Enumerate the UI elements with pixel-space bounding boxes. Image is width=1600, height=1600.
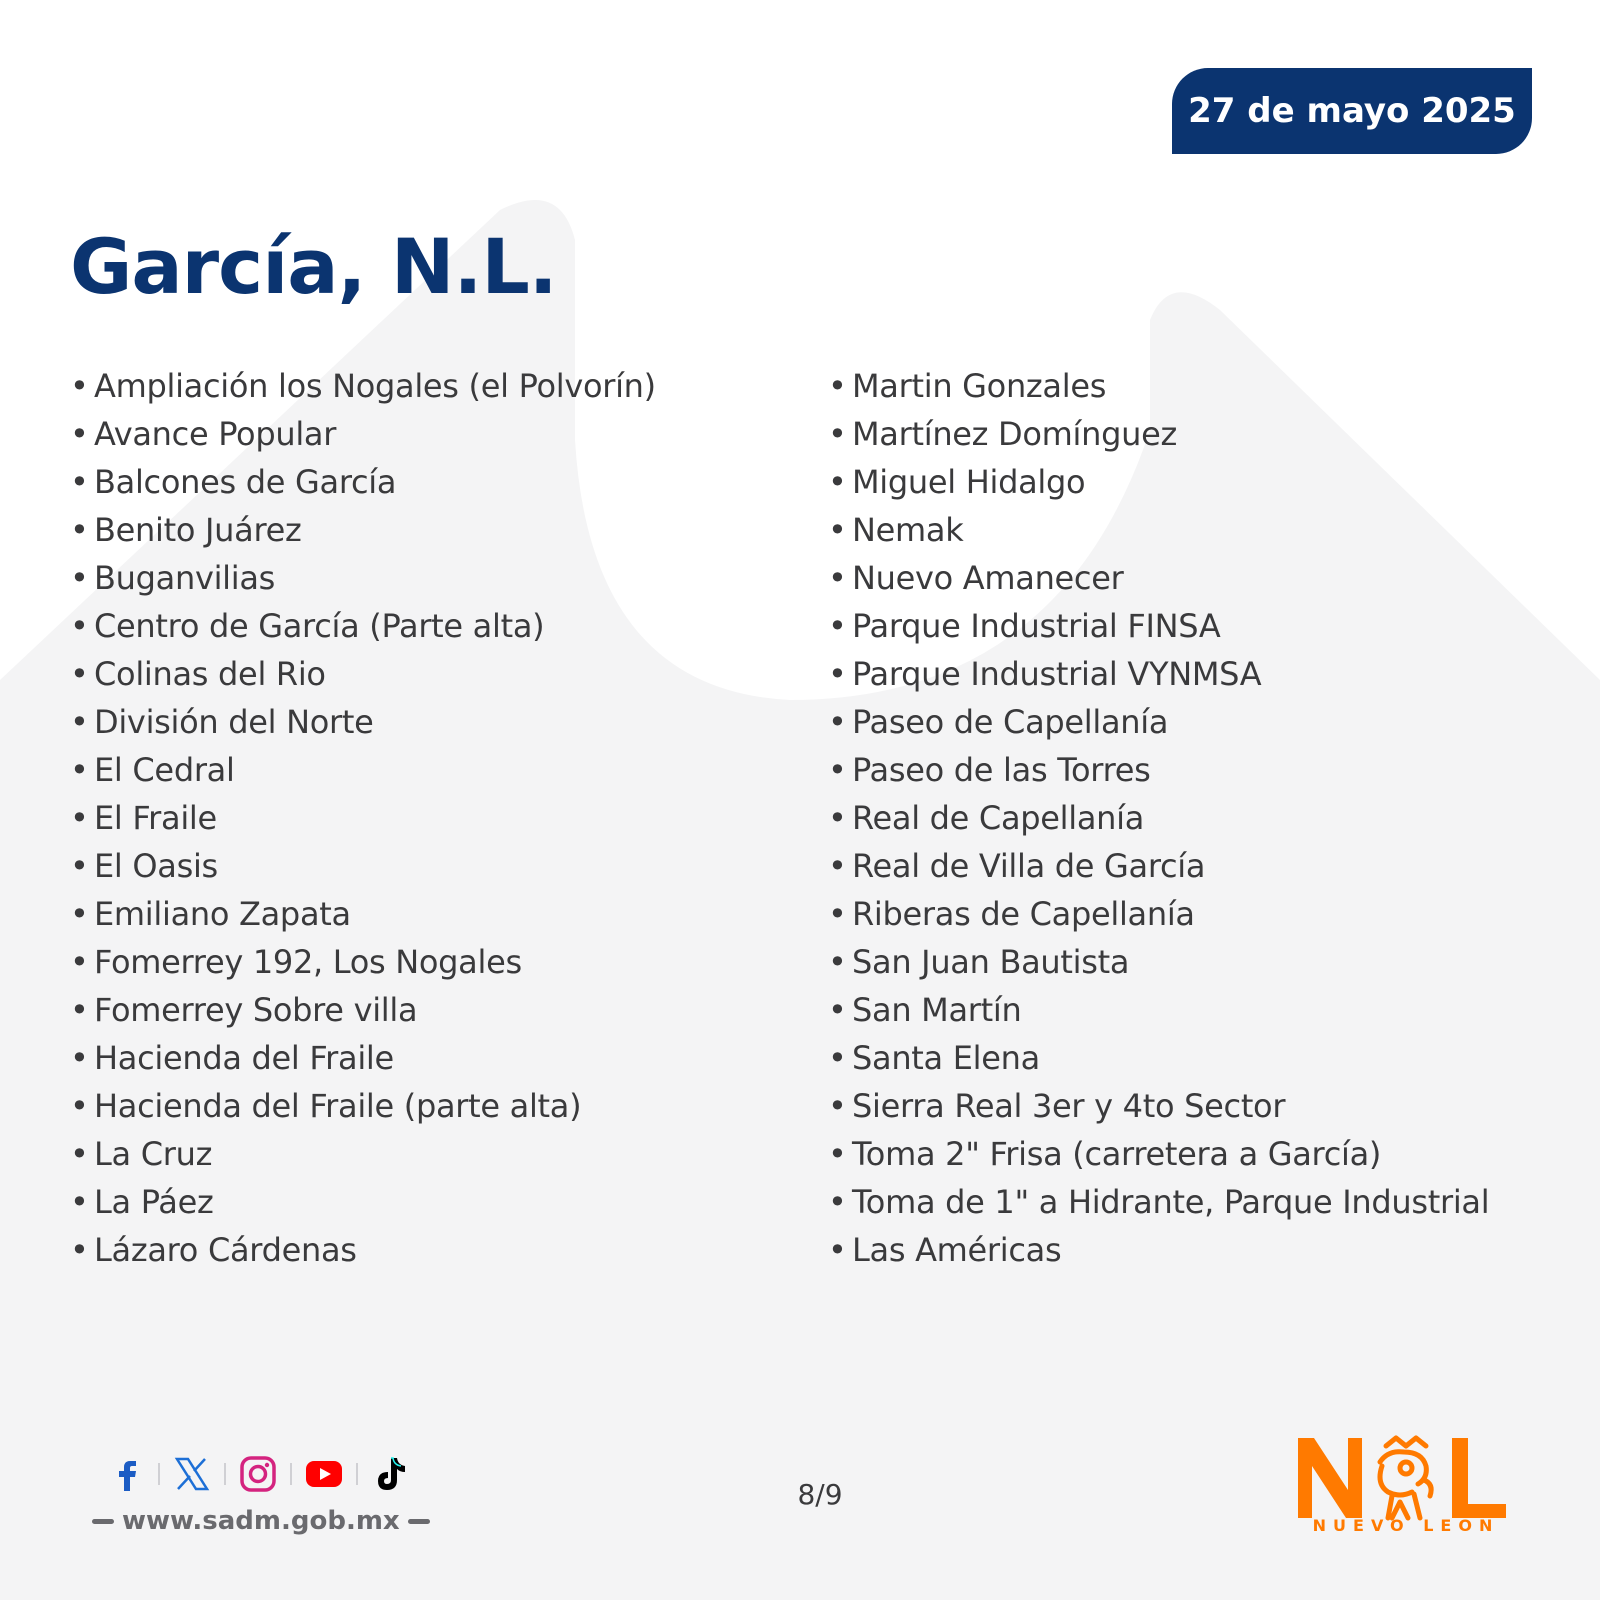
bullet: • <box>828 607 847 645</box>
separator <box>290 1463 292 1485</box>
list-item-text: Centro de García (Parte alta) <box>94 607 545 645</box>
bullet: • <box>70 847 89 885</box>
list-item-text: Toma 2" Frisa (carretera a García) <box>852 1135 1382 1173</box>
list-item-text: Avance Popular <box>94 415 337 453</box>
list-item <box>828 458 1489 506</box>
bullet: • <box>828 463 847 501</box>
list-item-text: Fomerrey 192, Los Nogales <box>94 943 522 981</box>
list-item-text: El Cedral <box>94 751 235 789</box>
list-item-text: División del Norte <box>94 703 374 741</box>
bullet: • <box>828 991 847 1029</box>
bullet: • <box>70 943 89 981</box>
separator <box>158 1463 160 1485</box>
bullet: • <box>70 895 89 933</box>
list-item-text: Benito Juárez <box>94 511 302 549</box>
bullet: • <box>70 1135 89 1173</box>
list-item <box>70 554 656 602</box>
list-item <box>828 602 1489 650</box>
list-item <box>828 794 1489 842</box>
bullet: • <box>70 1087 89 1125</box>
tiktok-icon[interactable] <box>370 1454 410 1494</box>
separator <box>224 1463 226 1485</box>
website-link[interactable] <box>84 1506 438 1536</box>
list-item <box>828 506 1489 554</box>
list-item <box>70 1034 656 1082</box>
bullet: • <box>828 703 847 741</box>
list-item-text: Parque Industrial FINSA <box>852 607 1221 645</box>
list-item <box>70 602 656 650</box>
list-item-text: La Páez <box>94 1183 214 1221</box>
list-item <box>70 362 656 410</box>
dash-decoration <box>408 1519 430 1524</box>
list-item <box>828 554 1489 602</box>
bullet: • <box>70 559 89 597</box>
bullet: • <box>828 1135 847 1173</box>
bullet: • <box>70 415 89 453</box>
list-item <box>70 698 656 746</box>
list-item <box>70 650 656 698</box>
list-item-text: Buganvilias <box>94 559 276 597</box>
bullet: • <box>70 799 89 837</box>
dash-decoration <box>92 1519 114 1524</box>
bullet: • <box>70 655 89 693</box>
list-item-text: Las Américas <box>852 1231 1062 1269</box>
list-item-text: Real de Villa de García <box>852 847 1206 885</box>
list-item <box>828 1082 1489 1130</box>
page-counter: 8/9 <box>797 1478 843 1511</box>
website-text: www.sadm.gob.mx <box>122 1506 400 1536</box>
list-item-text: Colinas del Rio <box>94 655 326 693</box>
page-title: García, N.L. <box>70 222 557 311</box>
bullet: • <box>828 511 847 549</box>
list-item <box>828 842 1489 890</box>
bullet: • <box>70 511 89 549</box>
bullet: • <box>70 1039 89 1077</box>
list-item <box>828 746 1489 794</box>
list-item <box>828 986 1489 1034</box>
bullet: • <box>828 1231 847 1269</box>
list-item <box>828 1130 1489 1178</box>
list-item <box>70 1130 656 1178</box>
bullet: • <box>70 367 89 405</box>
facebook-icon[interactable] <box>106 1454 146 1494</box>
list-item <box>828 362 1489 410</box>
list-item <box>70 938 656 986</box>
list-item <box>828 650 1489 698</box>
list-item-text: San Juan Bautista <box>852 943 1130 981</box>
list-item-text: Hacienda del Fraile <box>94 1039 394 1077</box>
list-item-text: Emiliano Zapata <box>94 895 351 933</box>
list-item-text: La Cruz <box>94 1135 213 1173</box>
bullet: • <box>70 703 89 741</box>
list-item-text: Riberas de Capellanía <box>852 895 1195 933</box>
list-item-text: El Fraile <box>94 799 217 837</box>
youtube-icon[interactable] <box>304 1454 344 1494</box>
list-item <box>828 698 1489 746</box>
bullet: • <box>828 1183 847 1221</box>
bullet: • <box>828 751 847 789</box>
list-item <box>828 938 1489 986</box>
list-item <box>828 1034 1489 1082</box>
list-item-text: Paseo de las Torres <box>852 751 1151 789</box>
x-icon[interactable] <box>172 1454 212 1494</box>
list-item <box>70 506 656 554</box>
date-badge: 27 de mayo 2025 <box>1172 68 1532 154</box>
list-item <box>70 890 656 938</box>
list-item-text: Miguel Hidalgo <box>852 463 1086 501</box>
bullet: • <box>828 655 847 693</box>
list-item <box>70 458 656 506</box>
bullet: • <box>828 847 847 885</box>
list-item <box>70 1178 656 1226</box>
list-item <box>70 1082 656 1130</box>
list-item <box>828 1226 1489 1274</box>
list-item <box>828 890 1489 938</box>
bullet: • <box>70 1231 89 1269</box>
bullet: • <box>70 751 89 789</box>
neighborhood-list-right <box>828 362 1489 1274</box>
list-item <box>828 410 1489 458</box>
bullet: • <box>70 607 89 645</box>
list-item <box>70 1226 656 1274</box>
list-item-text: Parque Industrial VYNMSA <box>852 655 1262 693</box>
list-item <box>70 410 656 458</box>
separator <box>356 1463 358 1485</box>
list-item <box>70 986 656 1034</box>
list-item <box>70 842 656 890</box>
bullet: • <box>828 367 847 405</box>
list-item-text: El Oasis <box>94 847 218 885</box>
bullet: • <box>828 1039 847 1077</box>
bullet: • <box>828 1087 847 1125</box>
list-item-text: Paseo de Capellanía <box>852 703 1169 741</box>
list-item <box>70 794 656 842</box>
bullet: • <box>70 463 89 501</box>
list-item-text: Nuevo Amanecer <box>852 559 1124 597</box>
list-item-text: Sierra Real 3er y 4to Sector <box>852 1087 1286 1125</box>
list-item-text: Martínez Domínguez <box>852 415 1177 453</box>
list-item-text: Martin Gonzales <box>852 367 1107 405</box>
bullet: • <box>828 895 847 933</box>
logo-caption: NUEVO LEÓN <box>1312 1516 1500 1535</box>
list-item-text: Balcones de García <box>94 463 397 501</box>
bullet: • <box>828 943 847 981</box>
instagram-icon[interactable] <box>238 1454 278 1494</box>
list-item <box>828 1178 1489 1226</box>
list-item-text: Real de Capellanía <box>852 799 1145 837</box>
list-item-text: Fomerrey Sobre villa <box>94 991 418 1029</box>
neighborhood-list-left <box>70 362 656 1274</box>
bullet: • <box>828 559 847 597</box>
list-item-text: Santa Elena <box>852 1039 1040 1077</box>
bullet: • <box>828 799 847 837</box>
social-links <box>106 1452 410 1496</box>
bullet: • <box>70 991 89 1029</box>
list-item-text: Lázaro Cárdenas <box>94 1231 357 1269</box>
list-item-text: Hacienda del Fraile (parte alta) <box>94 1087 582 1125</box>
bullet: • <box>828 415 847 453</box>
bullet: • <box>70 1183 89 1221</box>
list-item-text: Nemak <box>852 511 964 549</box>
list-item-text: Ampliación los Nogales (el Polvorín) <box>94 367 656 405</box>
list-item <box>70 746 656 794</box>
list-item-text: Toma de 1" a Hidrante, Parque Industrial <box>852 1183 1490 1221</box>
list-item-text: San Martín <box>852 991 1022 1029</box>
